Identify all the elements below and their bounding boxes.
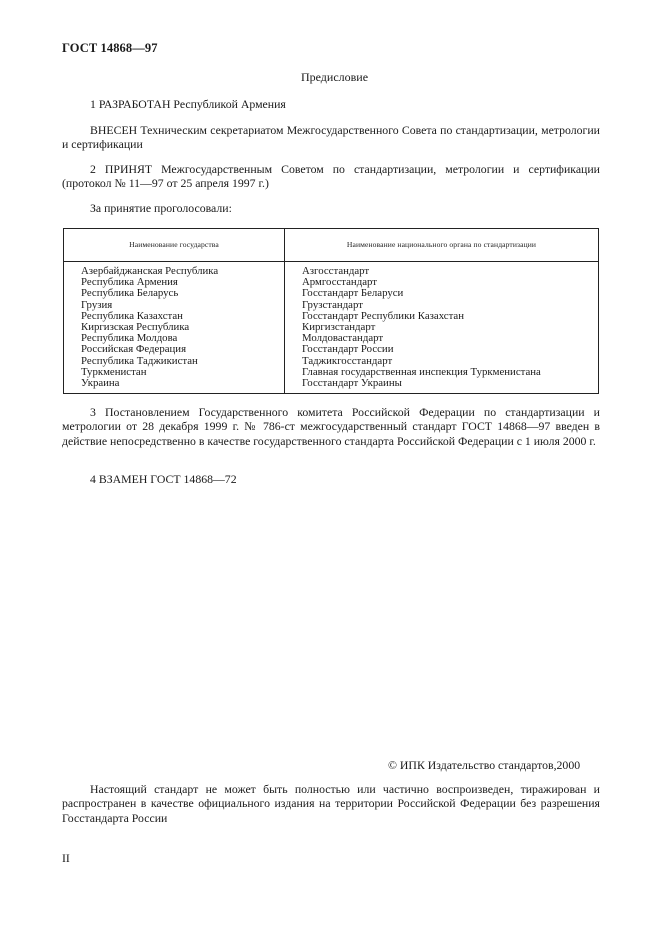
table-cell-state: Республика Беларусь	[81, 287, 179, 300]
table-cell-state: Киргизская Республика	[81, 321, 190, 334]
paragraph-introduced: ВНЕСЕН Техническим секретариатом Межгосударственного Совета по стандартизации, метрологии и сертификации	[62, 123, 600, 152]
table-cell-state: Республика Таджикистан	[81, 354, 198, 367]
notice-paragraph: Настоящий стандарт не может быть полностью или частично воспроизведен, тиражирован и распространен в качестве официального издания на территории Российской Федерации без разрешения Госстандарта России	[62, 782, 600, 825]
table-cell-body: Госстандарт Республики Казахстан	[302, 309, 464, 322]
table-cell-body: Госстандарт Украины	[302, 377, 402, 390]
paragraph-adopted: 2 ПРИНЯТ Межгосударственным Советом по стандартизации, метрологии и сертификации (протокол № 11—97 от 25 апреля 1997 г.)	[62, 162, 600, 191]
table-header-divider	[64, 261, 598, 262]
table-column-divider	[284, 229, 285, 393]
voting-table	[63, 228, 599, 394]
table-header-state: Наименование государства	[129, 240, 219, 249]
table-cell-body: Грузстандарт	[302, 298, 363, 311]
table-cell-body: Молдовастандарт	[302, 332, 384, 345]
table-cell-body: Армгосстандарт	[302, 276, 377, 289]
bodies-list	[302, 266, 541, 389]
table-cell-state: Республика Казахстан	[81, 309, 183, 322]
table-cell-state: Российская Федерация	[81, 343, 187, 356]
paragraph-replaces: 4 ВЗАМЕН ГОСТ 14868—72	[90, 472, 237, 486]
table-cell-state: Азербайджанская Республика	[81, 265, 219, 277]
page-title: Предисловие	[300, 70, 369, 84]
table-cell-body: Госстандарт Беларуси	[302, 287, 404, 300]
paragraph-voted: За принятие проголосовали:	[90, 201, 232, 215]
paragraph-decree: 3 Постановлением Государственного комитета Российской Федерации по стандартизации и метрологии от 28 декабря 1999 г. № 786-ст межгосударственный стандарт ГОСТ 14868—97 введен в действие непосредственно в качестве государственного стандарта Российской Федерации с 1 июля 2000 г.	[62, 405, 600, 448]
table-cell-state: Туркменистан	[81, 365, 147, 378]
table-cell-body: Азгосстандарт	[302, 265, 370, 277]
copyright-line: © ИПК Издательство стандартов,2000	[388, 758, 581, 772]
paragraph-developed: 1 РАЗРАБОТАН Республикой Армения	[90, 97, 286, 111]
table-cell-state: Республика Молдова	[81, 332, 178, 345]
table-header-body: Наименование национального органа по стандартизации	[346, 240, 537, 249]
table-cell-body: Таджикгосстандарт	[302, 354, 393, 367]
table-cell-state: Грузия	[81, 298, 113, 311]
table-cell-state: Украина	[81, 377, 120, 390]
table-cell-body: Киргизстандарт	[302, 321, 376, 334]
standard-code-header: ГОСТ 14868—97	[62, 41, 158, 55]
page-number: II	[62, 851, 70, 865]
table-cell-state: Республика Армения	[81, 276, 178, 289]
states-list	[81, 266, 218, 389]
table-cell-body: Госстандарт России	[302, 343, 394, 356]
table-cell-body: Главная государственная инспекция Туркменистана	[302, 365, 541, 378]
